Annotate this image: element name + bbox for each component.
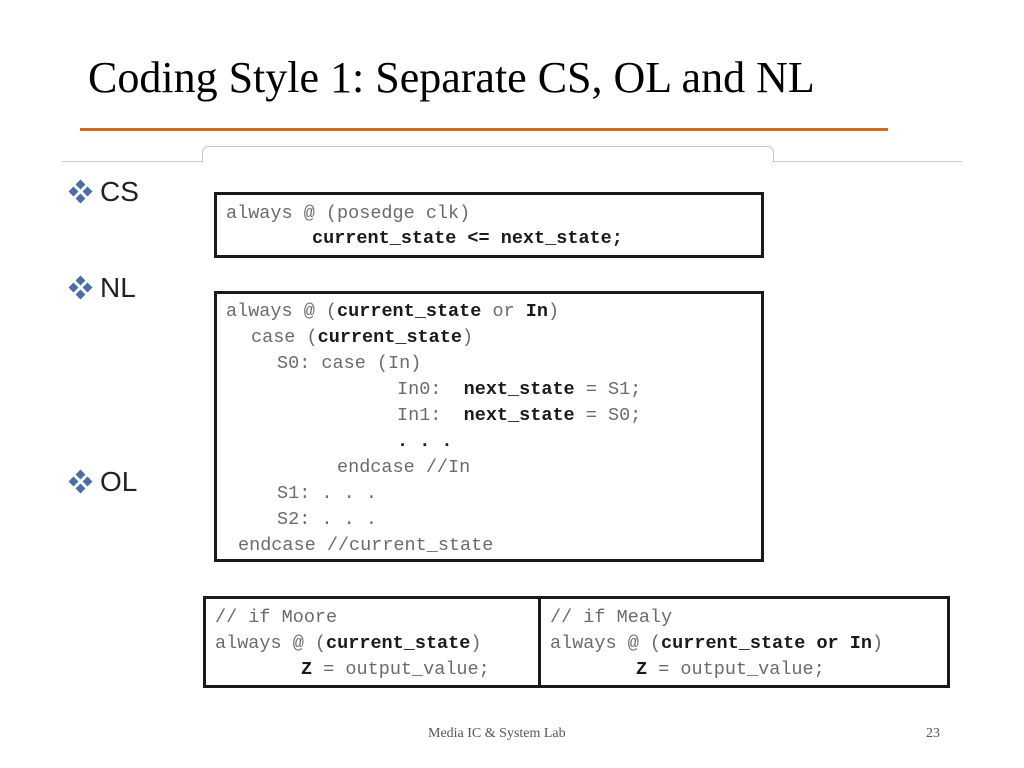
slide-title: Coding Style 1: Separate CS, OL and NL — [88, 53, 815, 102]
code-line: In1: next_state = S0; — [397, 405, 642, 426]
code-line: S1: . . . — [277, 483, 377, 504]
code-line: S0: case (In) — [277, 353, 422, 374]
code-line: . . . — [397, 431, 453, 452]
bullet-label-cs: CS — [100, 176, 139, 207]
code-line: endcase //current_state — [238, 535, 494, 556]
code-line: endcase //In — [337, 457, 471, 478]
diamond-bullet-icon — [70, 471, 92, 493]
moore-output-code-block — [203, 596, 541, 688]
nl-code-block — [214, 291, 764, 562]
bullet-label-ol: OL — [100, 466, 138, 497]
footer-lab-name: Media IC & System Lab — [428, 726, 566, 741]
cs-code-block — [214, 192, 764, 258]
code-line: Z = output_value; — [636, 659, 825, 680]
code-line: case (current_state) — [251, 327, 474, 348]
code-line: Z = output_value; — [301, 659, 490, 680]
code-line: always @ (posedge clk) — [226, 203, 471, 224]
code-line: always @ (current_state or In) — [226, 301, 560, 322]
diamond-bullet-icon — [70, 181, 92, 203]
bullet-cs — [70, 176, 139, 208]
page-number: 23 — [926, 726, 940, 741]
bullet-label-nl: NL — [100, 272, 136, 303]
code-line: // if Moore — [215, 607, 338, 628]
code-line: // if Mealy — [550, 607, 673, 628]
mealy-output-code-block — [538, 596, 950, 688]
background-divider-right — [772, 161, 962, 162]
code-line: always @ (current_state or In) — [550, 633, 884, 654]
bullet-ol — [70, 466, 137, 498]
diamond-bullet-icon — [70, 277, 92, 299]
code-line: always @ (current_state) — [215, 633, 482, 654]
title-underline — [80, 128, 888, 131]
bullet-nl — [70, 272, 136, 304]
background-divider-left — [62, 161, 202, 162]
code-line: In0: next_state = S1; — [397, 379, 642, 400]
code-line: S2: . . . — [277, 509, 377, 530]
code-line: current_state <= next_state; — [312, 228, 623, 249]
background-tab-outline — [202, 146, 774, 163]
